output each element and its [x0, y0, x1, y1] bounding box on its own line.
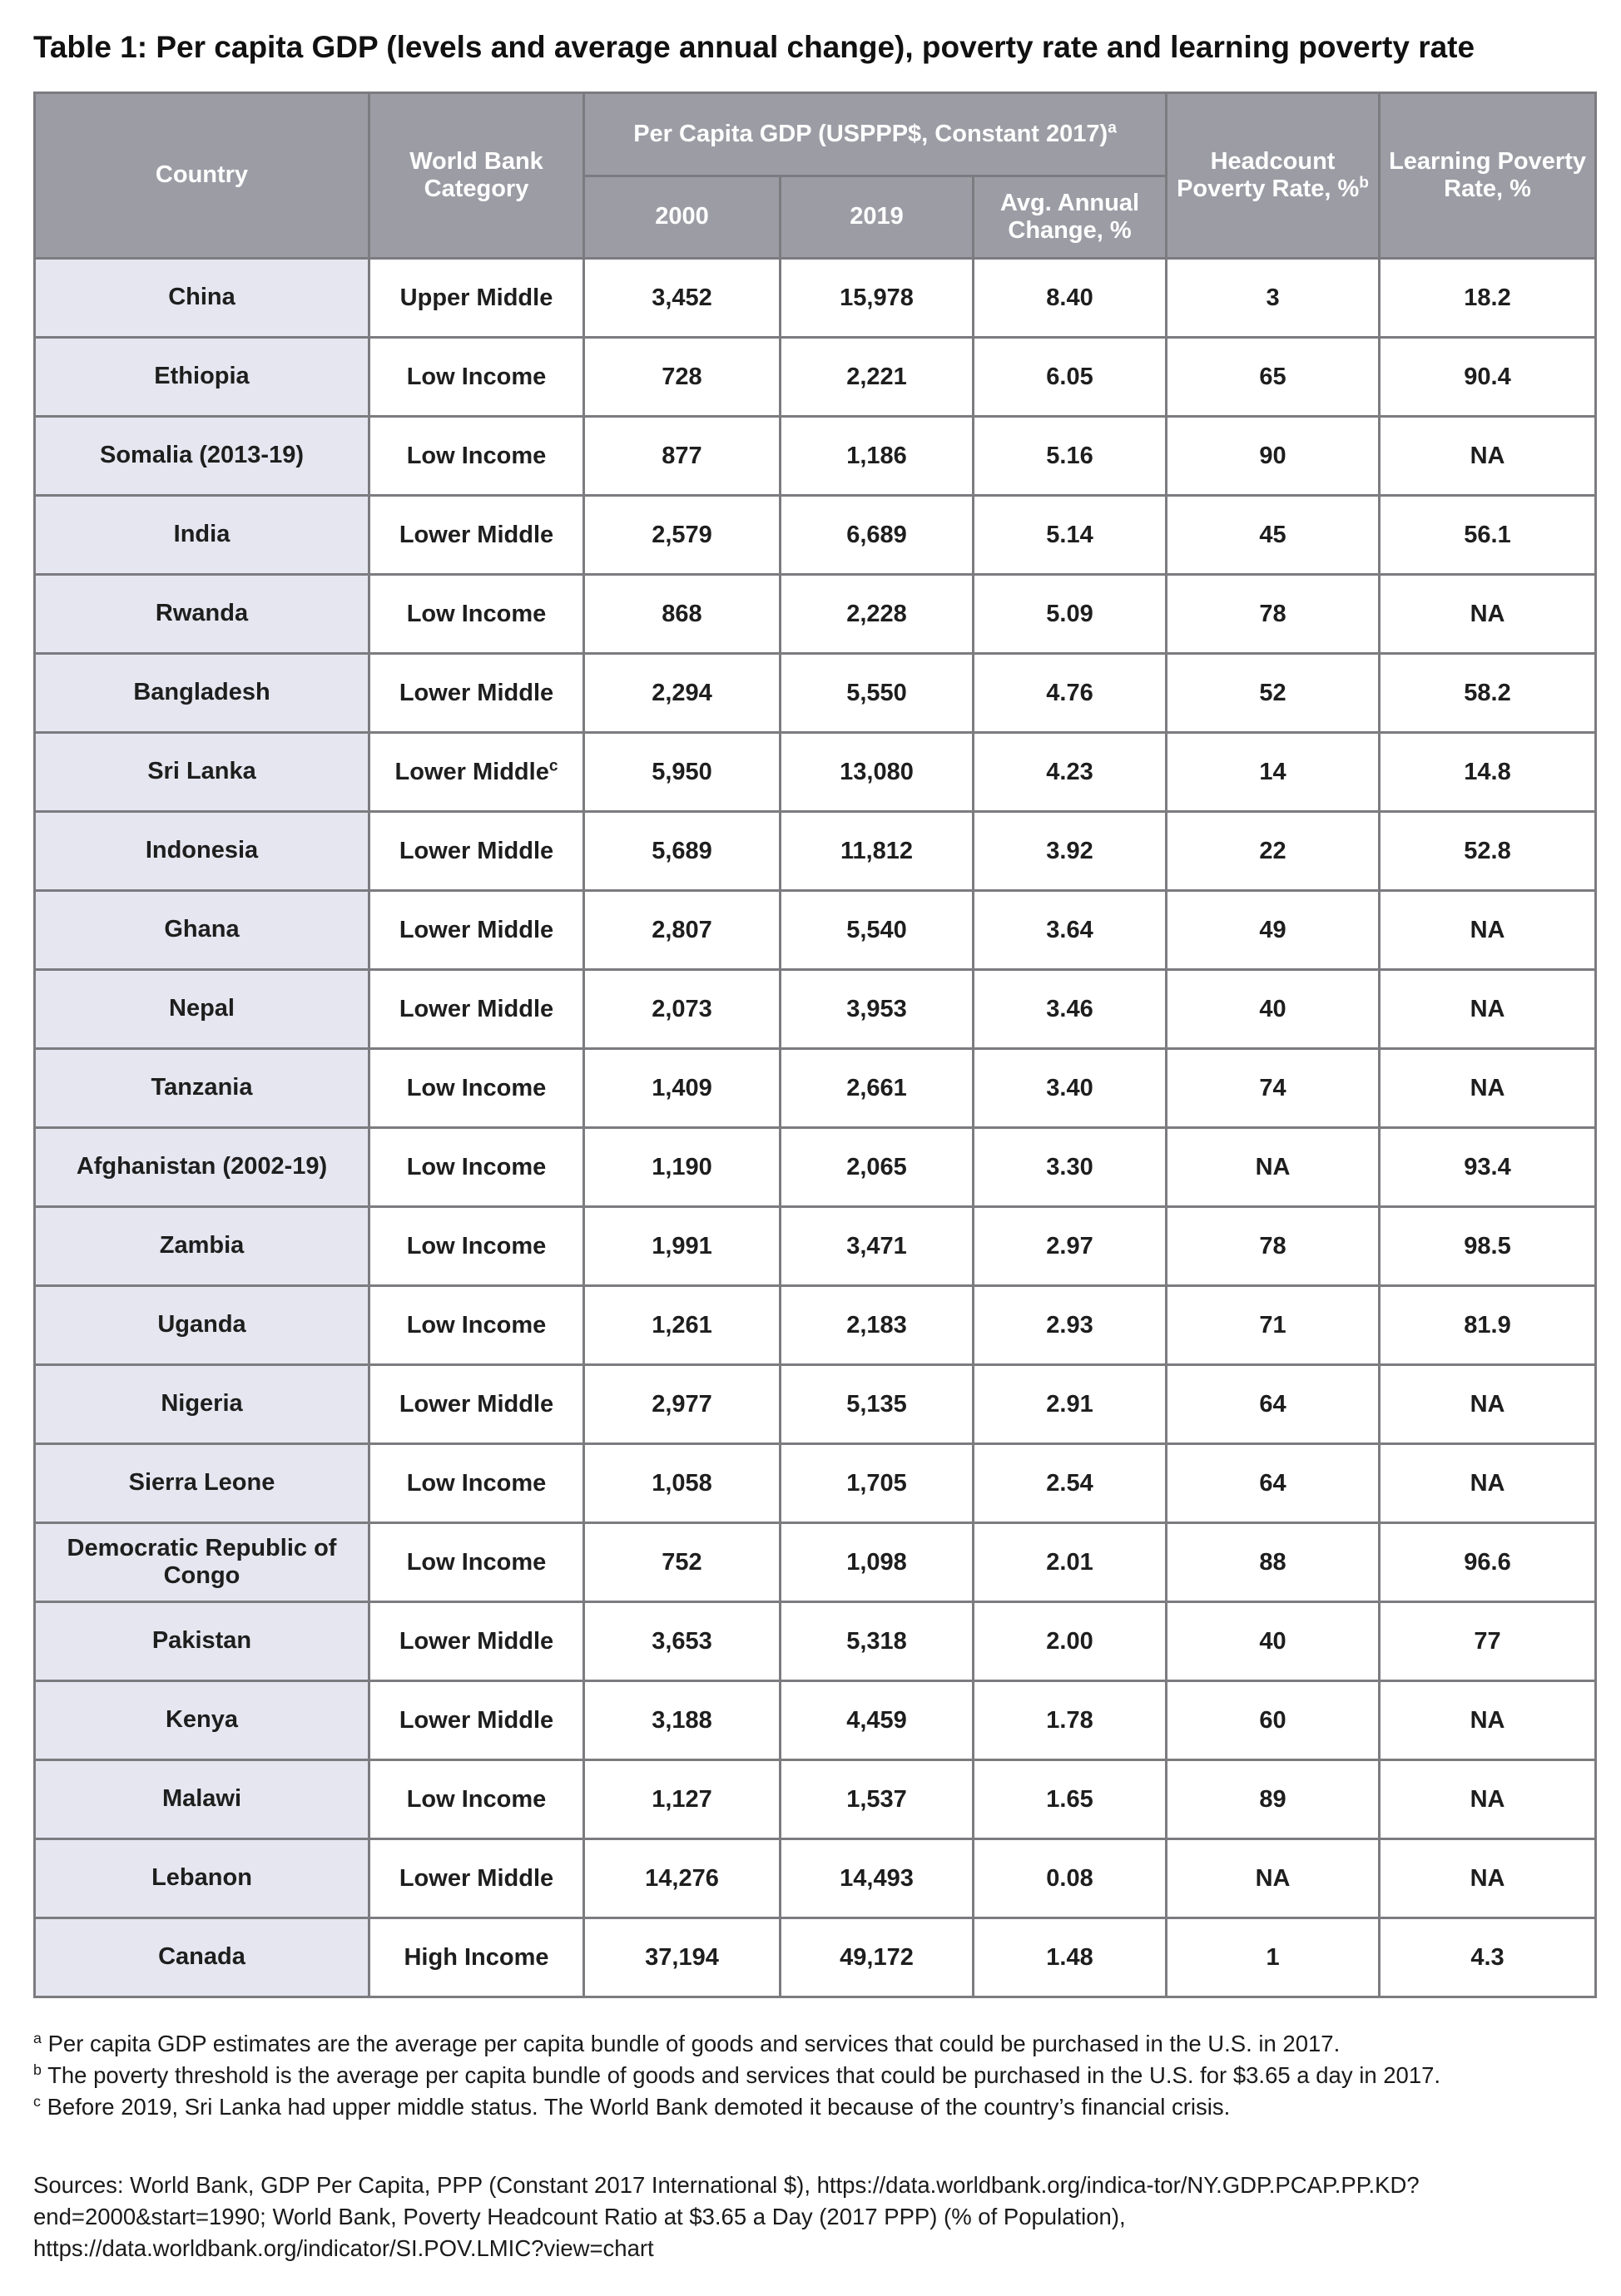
table-row: [35, 1207, 1596, 1286]
cell-learning-poverty-rate: NA: [1380, 1760, 1596, 1839]
cell-world-bank-category: [369, 259, 584, 338]
category-label: Lower Middle: [399, 521, 554, 548]
footnote-a-mark: a: [33, 2030, 42, 2047]
cell-gdp-2000: 2,294: [584, 654, 781, 733]
cell-learning-poverty-rate: NA: [1380, 1444, 1596, 1523]
cell-avg-annual-change: 2.01: [974, 1523, 1167, 1602]
cell-country: Afghanistan (2002-19): [35, 1128, 369, 1207]
cell-headcount-poverty-rate: 52: [1167, 654, 1380, 733]
cell-gdp-2019: 3,471: [781, 1207, 974, 1286]
cell-avg-annual-change: 2.97: [974, 1207, 1167, 1286]
cell-country: Canada: [35, 1918, 369, 1997]
cell-country: Ethiopia: [35, 338, 369, 417]
cell-world-bank-category: [369, 970, 584, 1049]
cell-learning-poverty-rate: NA: [1380, 1049, 1596, 1128]
cell-world-bank-category: [369, 1444, 584, 1523]
cell-gdp-2019: 5,318: [781, 1602, 974, 1681]
category-label: Low Income: [406, 1311, 547, 1339]
cell-avg-annual-change: 3.64: [974, 891, 1167, 970]
cell-world-bank-category: [369, 1286, 584, 1365]
category-label: Lower Middle: [399, 1864, 554, 1892]
category-label: Lower Middle: [394, 758, 549, 785]
cell-avg-annual-change: 3.40: [974, 1049, 1167, 1128]
cell-headcount-poverty-rate: 40: [1167, 970, 1380, 1049]
table-row: [35, 1128, 1596, 1207]
cell-gdp-2000: 3,653: [584, 1602, 781, 1681]
cell-avg-annual-change: 3.92: [974, 812, 1167, 891]
cell-learning-poverty-rate: 81.9: [1380, 1286, 1596, 1365]
cell-gdp-2000: 2,073: [584, 970, 781, 1049]
cell-gdp-2000: 2,807: [584, 891, 781, 970]
cell-gdp-2019: 2,228: [781, 575, 974, 654]
cell-country: India: [35, 496, 369, 575]
header-world-bank-category: World Bank Category: [369, 93, 584, 259]
cell-learning-poverty-rate: 77: [1380, 1602, 1596, 1681]
footnote-marker-a: a: [1108, 119, 1117, 137]
table-row: [35, 1049, 1596, 1128]
table-row: [35, 1286, 1596, 1365]
cell-country: Lebanon: [35, 1839, 369, 1918]
cell-headcount-poverty-rate: 71: [1167, 1286, 1380, 1365]
cell-world-bank-category: [369, 891, 584, 970]
category-label: Low Income: [406, 600, 547, 627]
table-row: [35, 1602, 1596, 1681]
cell-headcount-poverty-rate: NA: [1167, 1128, 1380, 1207]
cell-gdp-2000: 5,689: [584, 812, 781, 891]
cell-avg-annual-change: 4.76: [974, 654, 1167, 733]
cell-avg-annual-change: 4.23: [974, 733, 1167, 812]
cell-gdp-2019: 11,812: [781, 812, 974, 891]
cell-learning-poverty-rate: NA: [1380, 575, 1596, 654]
footnote-b: [33, 2060, 1598, 2091]
cell-gdp-2019: 2,661: [781, 1049, 974, 1128]
cell-headcount-poverty-rate: 65: [1167, 338, 1380, 417]
header-gdp-2000: 2000: [584, 176, 781, 259]
cell-gdp-2019: 3,953: [781, 970, 974, 1049]
category-label: Low Income: [406, 1074, 547, 1101]
cell-headcount-poverty-rate: 49: [1167, 891, 1380, 970]
cell-gdp-2000: 1,261: [584, 1286, 781, 1365]
cell-avg-annual-change: 1.65: [974, 1760, 1167, 1839]
table-title: Table 1: Per capita GDP (levels and average annual change), poverty rate and learning poverty rate: [33, 30, 1475, 64]
cell-gdp-2019: 14,493: [781, 1839, 974, 1918]
cell-country: Indonesia: [35, 812, 369, 891]
cell-gdp-2019: 5,550: [781, 654, 974, 733]
cell-headcount-poverty-rate: NA: [1167, 1839, 1380, 1918]
category-label: High Income: [404, 1943, 549, 1971]
cell-gdp-2019: 5,135: [781, 1365, 974, 1444]
cell-country: Bangladesh: [35, 654, 369, 733]
cell-learning-poverty-rate: 96.6: [1380, 1523, 1596, 1602]
cell-gdp-2019: 2,221: [781, 338, 974, 417]
cell-world-bank-category: [369, 1602, 584, 1681]
cell-gdp-2019: 6,689: [781, 496, 974, 575]
category-label: Low Income: [406, 1153, 547, 1180]
header-per-capita-gdp: [584, 93, 1167, 176]
cell-headcount-poverty-rate: 60: [1167, 1681, 1380, 1760]
category-label: Upper Middle: [399, 284, 553, 311]
cell-world-bank-category: [369, 1839, 584, 1918]
header-gdp-2019: 2019: [781, 176, 974, 259]
cell-learning-poverty-rate: 58.2: [1380, 654, 1596, 733]
cell-avg-annual-change: 5.16: [974, 417, 1167, 496]
cell-gdp-2000: 1,409: [584, 1049, 781, 1128]
cell-world-bank-category: [369, 1049, 584, 1128]
cell-learning-poverty-rate: 4.3: [1380, 1918, 1596, 1997]
cell-learning-poverty-rate: NA: [1380, 1365, 1596, 1444]
table-row: [35, 575, 1596, 654]
table-row: [35, 1760, 1596, 1839]
cell-learning-poverty-rate: 14.8: [1380, 733, 1596, 812]
cell-country: Malawi: [35, 1760, 369, 1839]
cell-world-bank-category: [369, 1523, 584, 1602]
cell-country: Ghana: [35, 891, 369, 970]
gdp-poverty-table: [33, 92, 1597, 1998]
header-per-capita-gdp-label: Per Capita GDP (USPPP$, Constant 2017): [633, 120, 1108, 147]
cell-gdp-2019: 2,183: [781, 1286, 974, 1365]
cell-gdp-2000: 3,188: [584, 1681, 781, 1760]
cell-headcount-poverty-rate: 64: [1167, 1365, 1380, 1444]
cell-world-bank-category: [369, 812, 584, 891]
cell-country: Democratic Republic of Congo: [35, 1523, 369, 1602]
cell-world-bank-category: [369, 417, 584, 496]
footnote-b-mark: b: [33, 2061, 42, 2079]
cell-gdp-2000: 2,579: [584, 496, 781, 575]
cell-avg-annual-change: 2.91: [974, 1365, 1167, 1444]
category-label: Low Income: [406, 1232, 547, 1259]
table-row: [35, 812, 1596, 891]
cell-gdp-2000: 1,190: [584, 1128, 781, 1207]
cell-world-bank-category: [369, 1918, 584, 1997]
cell-world-bank-category: [369, 1207, 584, 1286]
category-label: Low Income: [406, 1548, 547, 1576]
cell-headcount-poverty-rate: 45: [1167, 496, 1380, 575]
cell-headcount-poverty-rate: 3: [1167, 259, 1380, 338]
cell-world-bank-category: [369, 1365, 584, 1444]
category-label: Low Income: [406, 442, 547, 469]
footnote-b-text: The poverty threshold is the average per capita bundle of goods and services that could be purchased in the U.S. for $3.65 a day in 2017.: [47, 2062, 1441, 2088]
table-row: [35, 891, 1596, 970]
cell-learning-poverty-rate: NA: [1380, 891, 1596, 970]
cell-avg-annual-change: 5.14: [974, 496, 1167, 575]
cell-avg-annual-change: 5.09: [974, 575, 1167, 654]
footnotes: [33, 2028, 1598, 2123]
cell-gdp-2019: 49,172: [781, 1918, 974, 1997]
cell-headcount-poverty-rate: 22: [1167, 812, 1380, 891]
cell-headcount-poverty-rate: 14: [1167, 733, 1380, 812]
cell-headcount-poverty-rate: 78: [1167, 1207, 1380, 1286]
footnote-c-mark: c: [33, 2093, 41, 2110]
cell-avg-annual-change: 3.30: [974, 1128, 1167, 1207]
category-label: Lower Middle: [399, 1706, 554, 1734]
header-country: Country: [35, 93, 369, 259]
cell-country: Nigeria: [35, 1365, 369, 1444]
table-row: [35, 1681, 1596, 1760]
cell-gdp-2019: 1,537: [781, 1760, 974, 1839]
cell-avg-annual-change: 2.54: [974, 1444, 1167, 1523]
table-body: [35, 259, 1596, 1997]
cell-headcount-poverty-rate: 89: [1167, 1760, 1380, 1839]
header-avg-annual-change: Avg. Annual Change, %: [974, 176, 1167, 259]
cell-gdp-2000: 752: [584, 1523, 781, 1602]
footnote-a-text: Per capita GDP estimates are the average per capita bundle of goods and services that could be purchased in the U.S. in 2017.: [47, 2031, 1341, 2056]
cell-learning-poverty-rate: NA: [1380, 970, 1596, 1049]
cell-gdp-2019: 13,080: [781, 733, 974, 812]
cell-avg-annual-change: 0.08: [974, 1839, 1167, 1918]
table-row: [35, 259, 1596, 338]
category-label: Lower Middle: [399, 995, 554, 1022]
cell-learning-poverty-rate: 98.5: [1380, 1207, 1596, 1286]
table-row: [35, 338, 1596, 417]
cell-gdp-2000: 1,058: [584, 1444, 781, 1523]
footnote-c: [33, 2091, 1598, 2123]
cell-world-bank-category: [369, 654, 584, 733]
cell-world-bank-category: [369, 1760, 584, 1839]
cell-gdp-2019: 1,098: [781, 1523, 974, 1602]
table-row: [35, 1365, 1596, 1444]
cell-headcount-poverty-rate: 78: [1167, 575, 1380, 654]
footnote-a: [33, 2028, 1598, 2060]
footnote-marker-c: c: [548, 756, 558, 774]
cell-headcount-poverty-rate: 74: [1167, 1049, 1380, 1128]
cell-country: Pakistan: [35, 1602, 369, 1681]
table-header: [35, 93, 1596, 259]
header-headcount-poverty-rate-label: Headcount Poverty Rate, %: [1177, 147, 1360, 202]
cell-learning-poverty-rate: 90.4: [1380, 338, 1596, 417]
table-row: [35, 1839, 1596, 1918]
cell-avg-annual-change: 1.78: [974, 1681, 1167, 1760]
cell-headcount-poverty-rate: 88: [1167, 1523, 1380, 1602]
sources-note: Sources: World Bank, GDP Per Capita, PPP (Constant 2017 International $), https://data.worldbank.org/indica-tor/NY.GDP.PCAP.PP.KD?end=2000&start=1990; World Bank, Poverty Headcount Ratio at $3.65 a Day (2017 PPP) (% of Population), https://data.worldbank.org/indicator/SI.POV.LMIC?view=chart: [33, 2172, 1420, 2261]
cell-avg-annual-change: 1.48: [974, 1918, 1167, 1997]
cell-world-bank-category: [369, 338, 584, 417]
cell-gdp-2000: 877: [584, 417, 781, 496]
category-label: Lower Middle: [399, 837, 554, 864]
cell-headcount-poverty-rate: 90: [1167, 417, 1380, 496]
cell-gdp-2019: 1,705: [781, 1444, 974, 1523]
cell-world-bank-category: [369, 1128, 584, 1207]
table-row: [35, 1523, 1596, 1602]
cell-country: Somalia (2013-19): [35, 417, 369, 496]
cell-world-bank-category: [369, 575, 584, 654]
cell-learning-poverty-rate: NA: [1380, 417, 1596, 496]
cell-gdp-2019: 1,186: [781, 417, 974, 496]
cell-gdp-2019: 15,978: [781, 259, 974, 338]
cell-learning-poverty-rate: 18.2: [1380, 259, 1596, 338]
cell-learning-poverty-rate: 56.1: [1380, 496, 1596, 575]
cell-country: Zambia: [35, 1207, 369, 1286]
table-row: [35, 1444, 1596, 1523]
table-row: [35, 654, 1596, 733]
cell-country: Sri Lanka: [35, 733, 369, 812]
cell-headcount-poverty-rate: 64: [1167, 1444, 1380, 1523]
cell-learning-poverty-rate: 93.4: [1380, 1128, 1596, 1207]
category-label: Lower Middle: [399, 1390, 554, 1418]
cell-gdp-2000: 5,950: [584, 733, 781, 812]
cell-gdp-2019: 2,065: [781, 1128, 974, 1207]
category-label: Lower Middle: [399, 1627, 554, 1655]
cell-avg-annual-change: 2.00: [974, 1602, 1167, 1681]
footnote-marker-b: b: [1359, 174, 1369, 192]
cell-gdp-2000: 37,194: [584, 1918, 781, 1997]
footnote-c-text: Before 2019, Sri Lanka had upper middle status. The World Bank demoted it because of the country’s financial crisis.: [47, 2094, 1231, 2120]
cell-learning-poverty-rate: 52.8: [1380, 812, 1596, 891]
table-row: [35, 970, 1596, 1049]
cell-gdp-2000: 728: [584, 338, 781, 417]
cell-avg-annual-change: 3.46: [974, 970, 1167, 1049]
cell-gdp-2000: 868: [584, 575, 781, 654]
cell-world-bank-category: [369, 496, 584, 575]
cell-gdp-2000: 14,276: [584, 1839, 781, 1918]
cell-gdp-2019: 5,540: [781, 891, 974, 970]
cell-gdp-2000: 1,127: [584, 1760, 781, 1839]
category-label: Low Income: [406, 363, 547, 390]
cell-gdp-2000: 2,977: [584, 1365, 781, 1444]
cell-country: Uganda: [35, 1286, 369, 1365]
category-label: Low Income: [406, 1785, 547, 1813]
cell-avg-annual-change: 2.93: [974, 1286, 1167, 1365]
cell-headcount-poverty-rate: 1: [1167, 1918, 1380, 1997]
header-learning-poverty-rate: Learning Poverty Rate, %: [1380, 93, 1596, 259]
category-label: Lower Middle: [399, 916, 554, 943]
cell-gdp-2019: 4,459: [781, 1681, 974, 1760]
cell-country: Kenya: [35, 1681, 369, 1760]
cell-avg-annual-change: 8.40: [974, 259, 1167, 338]
table-row: [35, 733, 1596, 812]
cell-gdp-2000: 1,991: [584, 1207, 781, 1286]
cell-learning-poverty-rate: NA: [1380, 1839, 1596, 1918]
category-label: Lower Middle: [399, 679, 554, 706]
cell-country: Sierra Leone: [35, 1444, 369, 1523]
cell-country: China: [35, 259, 369, 338]
table-row: [35, 496, 1596, 575]
cell-gdp-2000: 3,452: [584, 259, 781, 338]
cell-country: Rwanda: [35, 575, 369, 654]
cell-world-bank-category: [369, 1681, 584, 1760]
category-label: Low Income: [406, 1469, 547, 1497]
cell-avg-annual-change: 6.05: [974, 338, 1167, 417]
cell-learning-poverty-rate: NA: [1380, 1681, 1596, 1760]
cell-headcount-poverty-rate: 40: [1167, 1602, 1380, 1681]
cell-country: Tanzania: [35, 1049, 369, 1128]
table-row: [35, 417, 1596, 496]
table-row: [35, 1918, 1596, 1997]
cell-country: Nepal: [35, 970, 369, 1049]
cell-world-bank-category: [369, 733, 584, 812]
header-headcount-poverty-rate: [1167, 93, 1380, 259]
